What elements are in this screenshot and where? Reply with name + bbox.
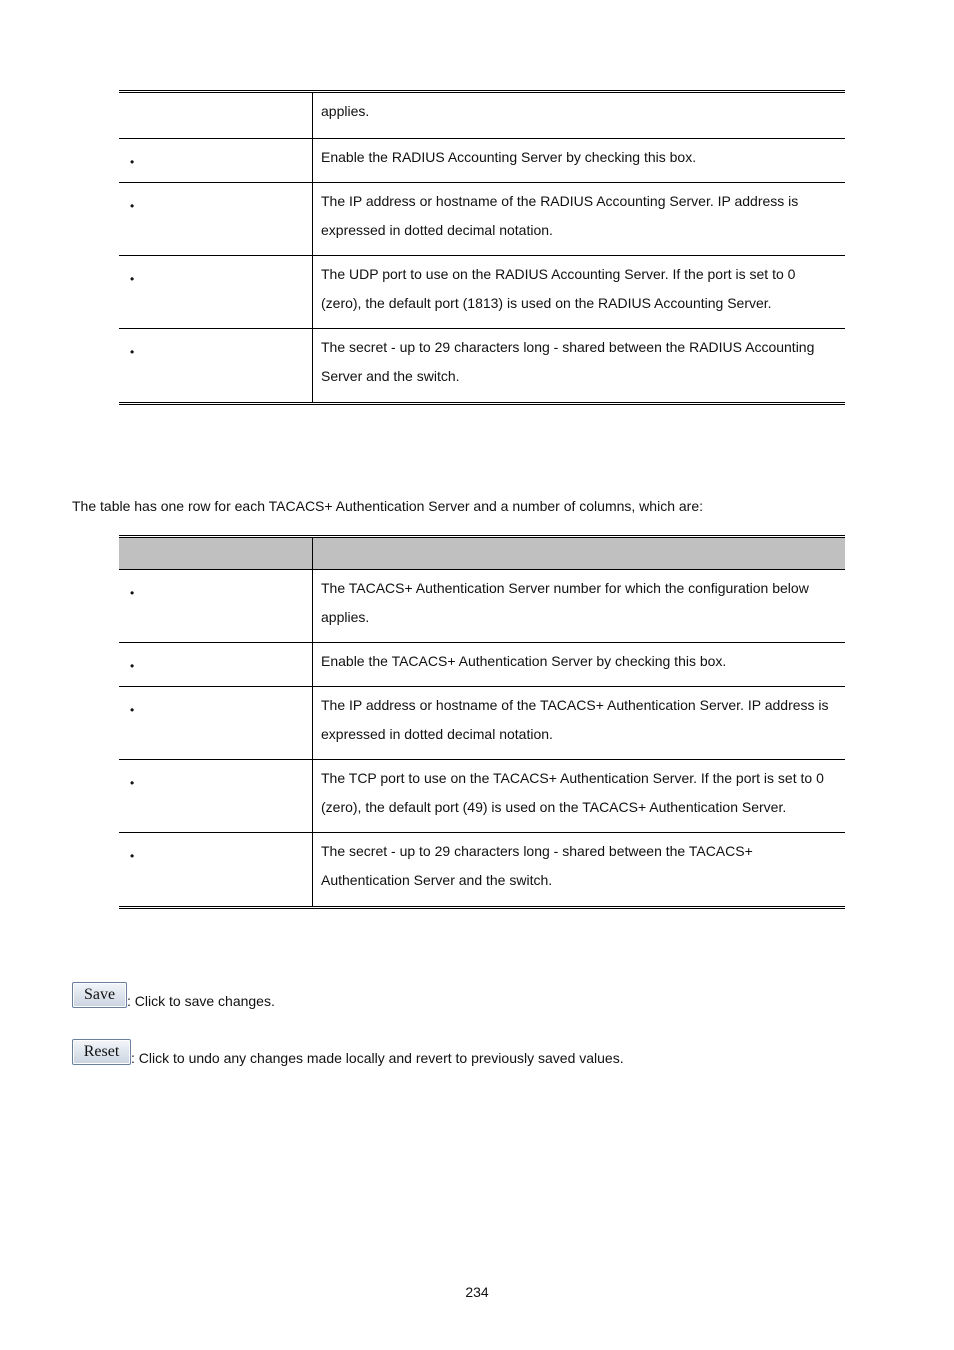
param-cell <box>119 183 313 255</box>
param-cell <box>119 256 313 328</box>
table-row <box>119 570 845 643</box>
description-cell <box>313 687 845 759</box>
description-cell <box>313 570 845 642</box>
param-cell <box>119 139 313 182</box>
bullet: • <box>130 776 135 790</box>
description-cell <box>313 329 845 402</box>
param-cell <box>119 570 313 642</box>
description-text: The IP address or hostname of the TACACS+ Authentication Server. IP address is expressed in dotted decimal notation. <box>321 697 829 742</box>
bullet: • <box>130 849 135 863</box>
table-header-row <box>119 538 845 570</box>
table-row <box>119 687 845 760</box>
table-row <box>119 329 845 402</box>
radius-accounting-table <box>119 90 845 405</box>
description-cell <box>313 256 845 328</box>
save-description: : Click to save changes. <box>127 993 275 1009</box>
header-cell-param <box>119 538 313 569</box>
bullet: • <box>130 659 135 673</box>
description-cell <box>313 183 845 255</box>
reset-button[interactable]: Reset <box>72 1039 131 1065</box>
table-row <box>119 139 845 183</box>
save-line <box>72 982 275 1008</box>
bullet: • <box>130 199 135 213</box>
reset-description: : Click to undo any changes made locally and revert to previously saved values. <box>131 1050 624 1066</box>
param-cell <box>119 643 313 686</box>
param-cell <box>119 93 313 138</box>
description-text: Enable the TACACS+ Authentication Server by checking this box. <box>321 653 727 669</box>
param-cell <box>119 760 313 832</box>
bullet: • <box>130 272 135 286</box>
bullet: • <box>130 155 135 169</box>
description-cell <box>313 93 845 138</box>
param-cell <box>119 687 313 759</box>
param-cell <box>119 329 313 402</box>
description-text: applies. <box>321 103 370 119</box>
description-text: The secret - up to 29 characters long - shared between the RADIUS Accounting Server and the switch. <box>321 339 815 384</box>
description-text: The IP address or hostname of the RADIUS Accounting Server. IP address is expressed in dotted decimal notation. <box>321 193 799 238</box>
table-row <box>119 183 845 256</box>
table-row <box>119 643 845 687</box>
save-button[interactable]: Save <box>72 982 127 1008</box>
description-cell <box>313 139 845 182</box>
header-cell-description <box>313 538 845 569</box>
bullet: • <box>130 586 135 600</box>
page-number: 234 <box>465 1284 489 1300</box>
tacacs-intro-text: The table has one row for each TACACS+ Authentication Server and a number of columns, which are: <box>72 498 703 514</box>
description-text: The TCP port to use on the TACACS+ Authentication Server. If the port is set to 0 (zero), the default port (49) is used on the TACACS+ Authentication Server. <box>321 770 824 815</box>
reset-line <box>72 1039 624 1065</box>
description-text: The TACACS+ Authentication Server number for which the configuration below applies. <box>321 580 809 625</box>
description-cell <box>313 643 845 686</box>
table-bottom-rule <box>119 402 845 405</box>
tacacs-authentication-table <box>119 535 845 909</box>
table-row <box>119 256 845 329</box>
table-row <box>119 833 845 906</box>
table-row <box>119 93 845 139</box>
bullet: • <box>130 345 135 359</box>
description-text: The UDP port to use on the RADIUS Accounting Server. If the port is set to 0 (zero), the default port (1813) is used on the RADIUS Accounting Server. <box>321 266 796 311</box>
param-cell <box>119 833 313 906</box>
description-text: The secret - up to 29 characters long - shared between the TACACS+ Authentication Server and the switch. <box>321 843 753 888</box>
table-row <box>119 760 845 833</box>
table-bottom-rule <box>119 906 845 909</box>
bullet: • <box>130 703 135 717</box>
description-text: Enable the RADIUS Accounting Server by checking this box. <box>321 149 697 165</box>
description-cell <box>313 833 845 906</box>
description-cell <box>313 760 845 832</box>
